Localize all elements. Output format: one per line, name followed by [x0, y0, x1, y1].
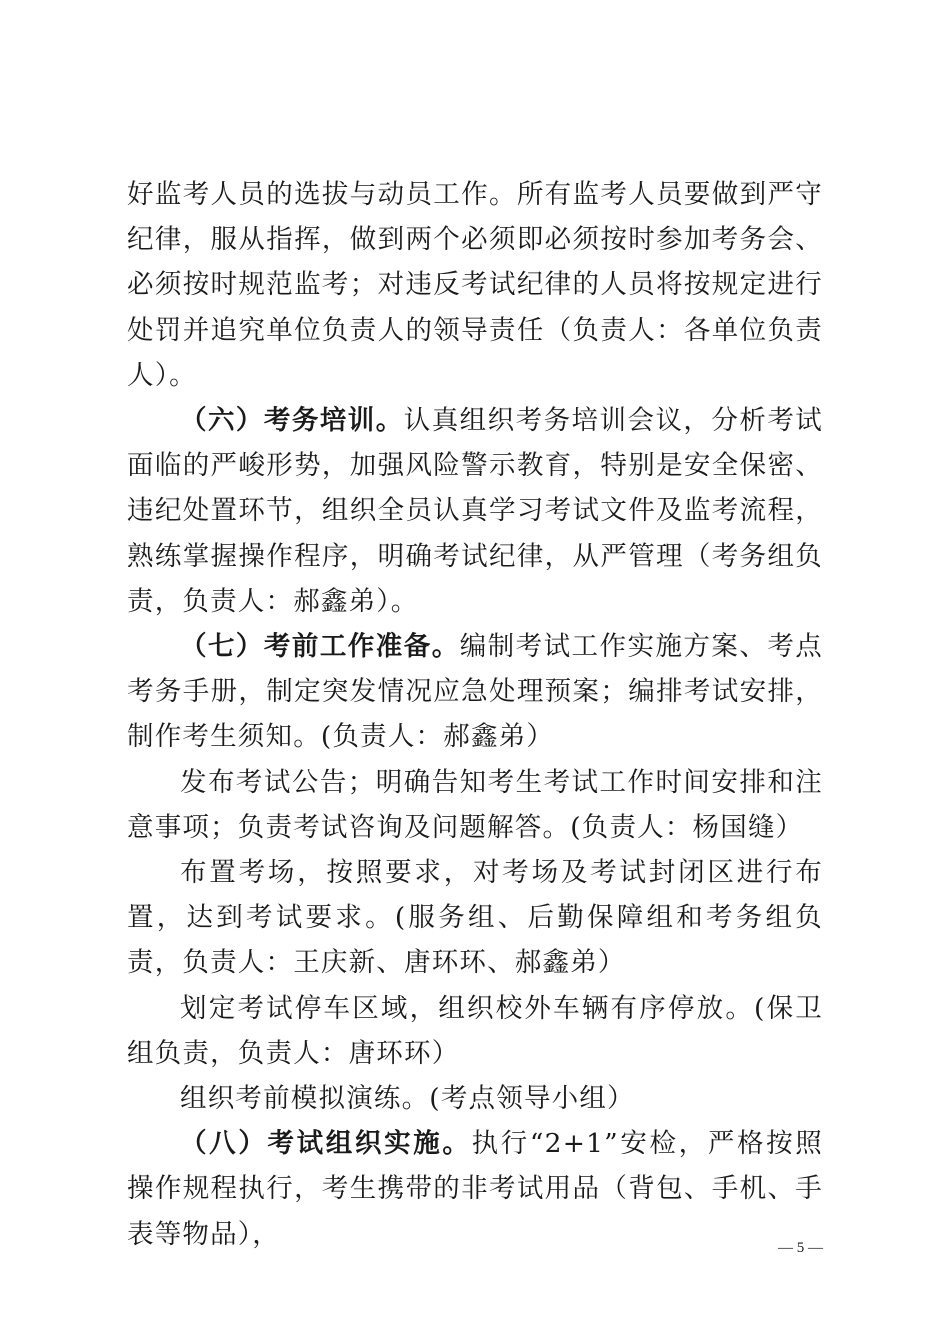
paragraph-text: 布置考场，按照要求，对考场及考试封闭区进行布置，达到考试要求。(服务组、后勤保障组和考务组负责，负责人：王庆新、唐环环、郝鑫弟）: [127, 857, 823, 979]
page-number: — 5 —: [778, 1240, 823, 1256]
paragraph-exam-room-setup: [127, 850, 823, 986]
paragraph-text: 组织考前模拟演练。(考点领导小组）: [180, 1083, 635, 1115]
section-heading: （七）考前工作准备。: [180, 631, 460, 663]
paragraph-text: 发布考试公告；明确告知考生考试工作时间安排和注意事项；负责考试咨询及问题解答。(负责人：杨国缝）: [127, 766, 823, 843]
paragraph-text: 认真组织考务培训会议，分析考试面临的严峻形势，加强风险警示教育，特别是安全保密、违纪处置环节，组织全员认真学习考试文件及监考流程，熟练掌握操作程序，明确考试纪律，从严管理（考务组负责，负责人：郝鑫弟）。: [127, 405, 823, 617]
paragraph-text: 划定考试停车区域，组织校外车辆有序停放。(保卫组负责，负责人：唐环环）: [127, 992, 823, 1069]
paragraph-text: 编制考试工作实施方案、考点考务手册，制定突发情况应急处理预案；编排考试安排，制作考生须知。(负责人：郝鑫弟）: [127, 631, 824, 753]
section-heading: （八）考试组织实施。: [180, 1128, 472, 1160]
document-page: [127, 172, 823, 1257]
paragraph-text: 好监考人员的选拔与动员工作。所有监考人员要做到严守纪律，服从指挥，做到两个必须即必须按时参加考务会、必须按时规范监考；对违反考试纪律的人员将按规定进行处罚并追究单位负责人的领导责任（负责人：各单位负责人）。: [127, 179, 823, 391]
paragraph-continued-invigilator-selection: [127, 172, 823, 398]
paragraph-parking-area: [127, 986, 823, 1076]
paragraph-exam-training: [127, 398, 823, 624]
paragraph-pre-exam-preparation: [127, 624, 823, 760]
section-heading: （六）考务培训。: [180, 405, 404, 437]
paragraph-exam-announcement: [127, 760, 823, 850]
paragraph-text: 执行“2+1”安检，严格按照操作规程执行，考生携带的非考试用品（背包、手机、手表等物品），: [127, 1128, 824, 1250]
paragraph-exam-implementation: [127, 1121, 823, 1257]
paragraph-mock-drill: [127, 1076, 823, 1121]
